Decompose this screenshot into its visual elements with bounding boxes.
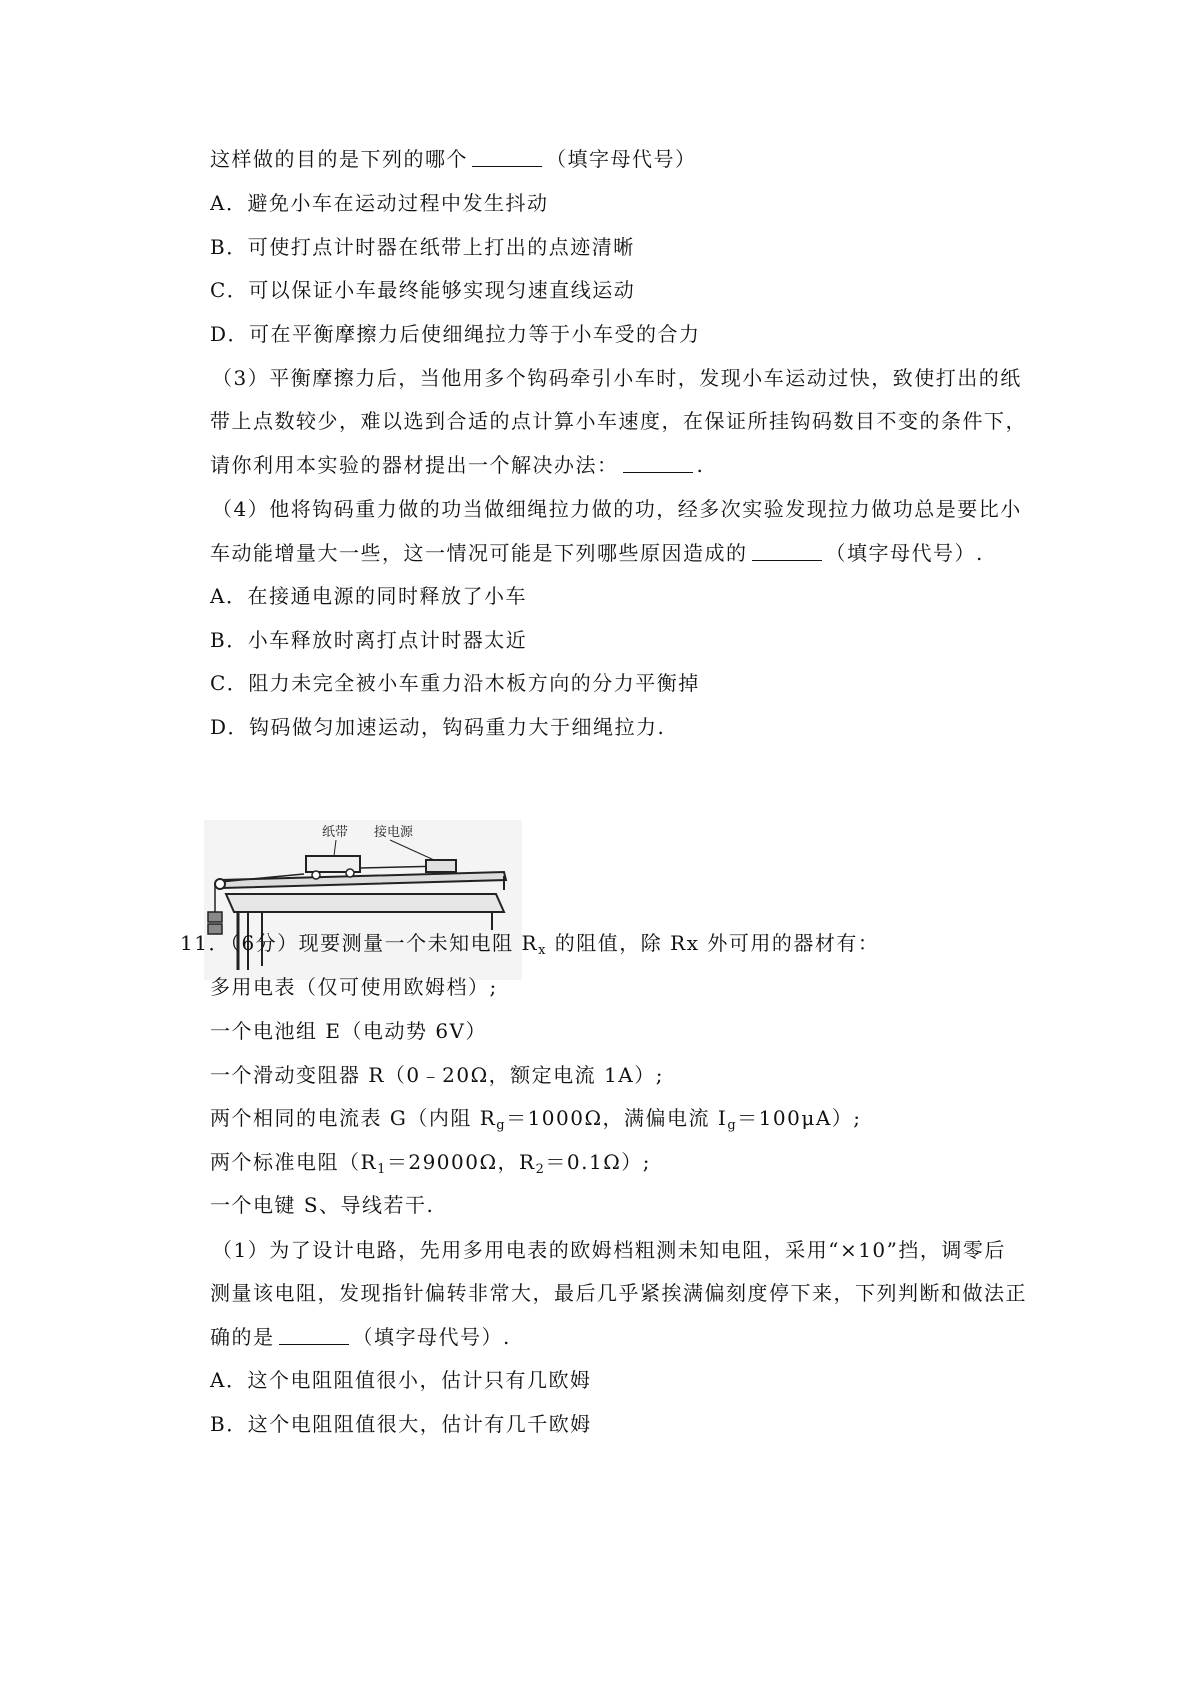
option-text: 可使打点计时器在纸带上打出的点迹清晰: [247, 235, 635, 259]
q10-part4-line2: [210, 540, 984, 566]
q11-part1-line3: [210, 1324, 511, 1350]
option-letter: B．: [210, 628, 248, 652]
item-text: ＝0.1Ω）;: [545, 1150, 652, 1174]
answer-blank[interactable]: [472, 148, 542, 167]
option-letter: A．: [210, 1368, 248, 1392]
option-text: 小车释放时离打点计时器太近: [247, 628, 528, 652]
cart-wheel-icon: [346, 869, 354, 877]
q11-option-b: [210, 1411, 592, 1437]
option-letter: D．: [210, 715, 250, 739]
option-text: 这个电阻阻值很小，估计只有几欧姆: [247, 1368, 592, 1392]
q10-purpose-line: [210, 146, 697, 172]
q11-item-switch: 一个电键 S、导线若干.: [210, 1193, 435, 1217]
stem-text: 的阻值，除 Rx 外可用的器材有：: [546, 931, 880, 955]
option-letter: B．: [210, 1412, 248, 1436]
option-text: 可以保证小车最终能够实现匀速直线运动: [248, 278, 636, 302]
q11-item-resistors: [210, 1149, 651, 1183]
question-number: 11．: [180, 931, 230, 955]
label-power: 接电源: [374, 825, 414, 840]
option-letter: B．: [210, 235, 248, 259]
q10-option-b: [210, 234, 635, 260]
q10-part4-option-a: [210, 583, 527, 609]
q10-purpose-tail: （填字母代号）: [546, 147, 697, 171]
q11-item-rheostat: 一个滑动变阻器 R（0﹣20Ω，额定电流 1A）;: [210, 1063, 664, 1087]
option-letter: A．: [210, 191, 248, 215]
option-text: 钩码做匀加速运动，钩码重力大于细绳拉力.: [249, 715, 666, 739]
option-letter: A．: [210, 584, 248, 608]
item-text: 两个标准电阻（R: [210, 1150, 378, 1174]
option-letter: C．: [210, 278, 249, 302]
item-subscript: g: [496, 1118, 507, 1133]
weight-icon: [208, 912, 222, 922]
q10-part3-line2: 带上点数较少，难以选到合适的点计算小车速度，在保证所挂钩码数目不变的条件下，: [210, 409, 1027, 433]
stem-text: （6分）现要测量一个未知电阻 R: [229, 931, 539, 955]
q11-part1-line1: （1）为了设计电路，先用多用电表的欧姆档粗测未知电阻，采用“×10”挡，调零后: [212, 1238, 1006, 1262]
table-top: [226, 894, 504, 912]
q10-part3-line1: （3）平衡摩擦力后，当他用多个钩码牵引小车时，发现小车运动过快，致使打出的纸: [212, 366, 1022, 390]
option-text: 避免小车在运动过程中发生抖动: [247, 191, 549, 215]
q10-part4-option-c: [210, 670, 700, 696]
item-text: 两个相同的电流表 G（内阻 R: [210, 1106, 497, 1130]
pulley-icon: [215, 879, 225, 889]
stem-subscript: x: [538, 943, 547, 958]
item-subscript: 1: [377, 1162, 387, 1177]
q11-item-galvanometer: [210, 1105, 862, 1139]
q10-option-c: [210, 277, 635, 303]
cart-wheel-icon: [312, 871, 320, 879]
option-text: 在接通电源的同时释放了小车: [247, 584, 527, 608]
part3-period: .: [696, 453, 705, 477]
q10-part4-line1: （4）他将钩码重力做的功当做细绳拉力做的功，经多次实验发现拉力做功总是要比小: [212, 497, 1022, 521]
item-subscript: g: [727, 1118, 738, 1133]
answer-blank[interactable]: [752, 542, 822, 561]
q11-part1-line2: 测量该电阻，发现指针偏转非常大，最后几乎紧挨满偏刻度停下来，下列判断和做法正: [210, 1281, 1027, 1305]
part4-tail: （填字母代号）.: [825, 541, 984, 565]
q11-item-multimeter: 多用电表（仅可使用欧姆档）;: [210, 975, 498, 999]
item-text: ＝1000Ω，满偏电流 I: [506, 1106, 728, 1130]
item-text: ＝29000Ω，R: [386, 1150, 536, 1174]
q11-stem: [180, 930, 879, 964]
item-text: ＝100μA）;: [737, 1106, 862, 1130]
option-text: 可在平衡摩擦力后使细绳拉力等于小车受的合力: [249, 322, 701, 346]
q10-part4-option-b: [210, 627, 527, 653]
part1-prompt: 确的是: [210, 1325, 275, 1349]
q10-purpose-stem: 这样做的目的是下列的哪个: [210, 147, 468, 171]
q10-part3-line3: [210, 452, 704, 478]
part3-prompt: 请你利用本实验的器材提出一个解决办法：: [210, 453, 619, 477]
item-subscript: 2: [535, 1162, 546, 1177]
q10-option-d: [210, 321, 701, 347]
answer-blank[interactable]: [279, 1326, 349, 1345]
part4-prompt: 车动能增量大一些，这一情况可能是下列哪些原因造成的: [210, 541, 748, 565]
q10-part4-option-d: [210, 714, 665, 740]
option-letter: D．: [210, 322, 250, 346]
label-tape: 纸带: [322, 825, 349, 840]
timer-icon: [426, 860, 456, 872]
part1-tail: （填字母代号）.: [352, 1325, 511, 1349]
q11-item-battery: 一个电池组 E（电动势 6V）: [210, 1019, 487, 1043]
answer-blank[interactable]: [623, 454, 693, 473]
option-letter: C．: [210, 671, 249, 695]
option-text: 阻力未完全被小车重力沿木板方向的分力平衡掉: [248, 671, 700, 695]
q11-option-a: [210, 1367, 591, 1393]
q10-option-a: [210, 190, 548, 216]
option-text: 这个电阻阻值很大，估计有几千欧姆: [247, 1412, 592, 1436]
